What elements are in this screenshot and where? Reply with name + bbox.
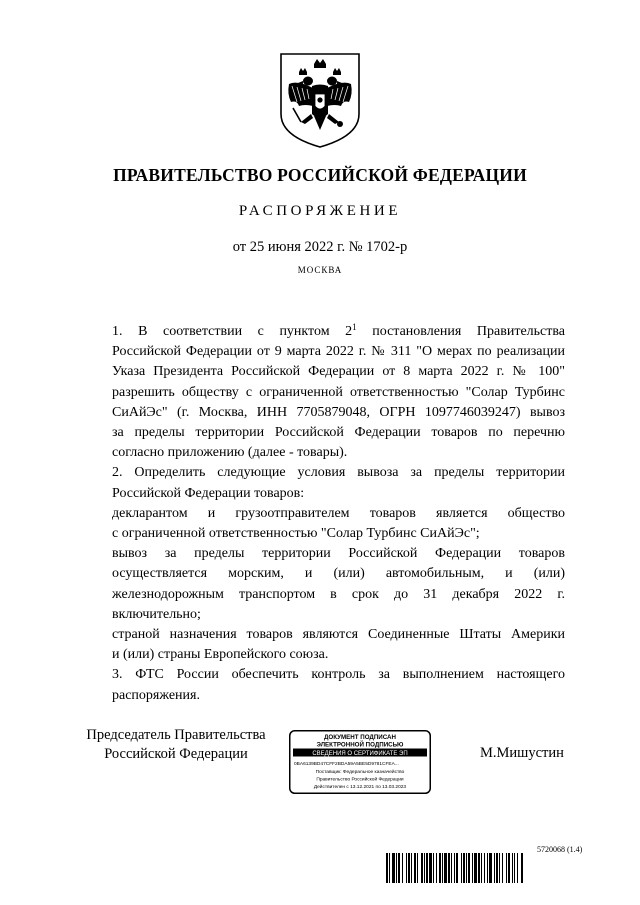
paragraph-1-line-1: 1. В соответствии с пунктом $2^1$ постановления Правительства <box>112 322 566 339</box>
paragraph-1 <box>76 322 565 463</box>
stamp-owner: Правительство Российской Федерации <box>316 777 404 783</box>
document-body <box>76 322 565 706</box>
barcode <box>386 853 568 883</box>
stamp-banner: СВЕДЕНИЯ О СЕРТИФИКАТЕ ЭП <box>312 750 408 757</box>
stamp-line-1: ДОКУМЕНТ ПОДПИСАН <box>324 734 396 741</box>
paragraph-2-line-2: Российской Федерации товаров: <box>112 485 305 501</box>
paragraph-4-line-3: железнодорожным транспортом в срок до 31 декабря 2022 г. <box>112 586 565 602</box>
document-date-number: от 25 июня 2022 г. № 1702-р <box>232 239 408 255</box>
paragraph-4-line-1: вывоз за пределы территории Российской Федерации товаров <box>112 546 565 562</box>
paragraph-2 <box>76 463 565 503</box>
print-code: 5720068 (1.4) <box>537 845 583 854</box>
coat-of-arms-emblem <box>277 50 363 150</box>
paragraph-1-line-5: СиАйЭс" (г. Москва, ИНН 7705879048, ОГРН 1097746039247) вывоз <box>112 404 565 420</box>
paragraph-6-line-1: 3. ФТС России обеспечить контроль за выполнением настоящего <box>112 667 565 683</box>
government-title: ПРАВИТЕЛЬСТВО РОССИЙСКОЙ ФЕДЕРАЦИИ <box>113 165 527 185</box>
paragraph-6-line-2: распоряжения. <box>112 687 200 703</box>
signatory-name: М.Мишустин <box>480 745 564 761</box>
stamp-issuer: Поставщик: Федеральное казначейство <box>315 770 405 775</box>
paragraph-6 <box>76 665 565 705</box>
paragraph-3 <box>76 504 565 544</box>
paragraph-1-line-4: разрешить обществу с ограниченной ответственностью "Солар Турбинс <box>112 384 565 400</box>
stamp-validity: Действителен с 13.12.2021 по 13.03.2023 <box>313 785 407 790</box>
paragraph-4 <box>76 544 565 625</box>
paragraph-1-line-2: Российской Федерации от 9 марта 2022 г. № 311 "О мерах по реализации <box>112 344 565 360</box>
paragraph-4-line-2: осуществляется морским, и (или) автомобильным, и (или) <box>112 566 565 582</box>
document-city: МОСКВА <box>297 265 343 275</box>
paragraph-4-line-4: включительно; <box>112 606 201 622</box>
paragraph-3-line-1: декларантом и грузоотправителем товаров является общество <box>112 505 565 521</box>
stamp-certificate: 0BA6139BD47CFF2BDA59A5BE5D9781CFEA... <box>294 762 399 767</box>
stamp-line-2: ЭЛЕКТРОННОЙ ПОДПИСЬЮ <box>316 741 404 749</box>
footnote-superscript: 1 <box>352 322 357 332</box>
paragraph-2-line-1: 2. Определить следующие условия вывоза за пределы территории <box>112 465 565 481</box>
paragraph-1-line-6: за пределы территории Российской Федерации товаров по перечню <box>112 425 565 441</box>
paragraph-1-line-3: Указа Президента Российской Федерации от 8 марта 2022 г. № 100" <box>112 364 565 380</box>
paragraph-1-line-7: согласно приложению (далее - товары). <box>112 445 348 461</box>
paragraph-5 <box>76 625 565 665</box>
paragraph-3-line-2: с ограниченной ответственностью "Солар Турбинс СиАйЭс"; <box>112 526 480 542</box>
signatory-position: Председатель Правительства Российской Федерации <box>86 727 266 762</box>
paragraph-5-line-2: и (или) страны Европейского союза. <box>112 647 329 663</box>
document-type: РАСПОРЯЖЕНИЕ <box>238 203 402 219</box>
paragraph-5-line-1: страной назначения товаров являются Соединенные Штаты Америки <box>112 627 565 643</box>
electronic-signature-stamp <box>289 730 431 794</box>
